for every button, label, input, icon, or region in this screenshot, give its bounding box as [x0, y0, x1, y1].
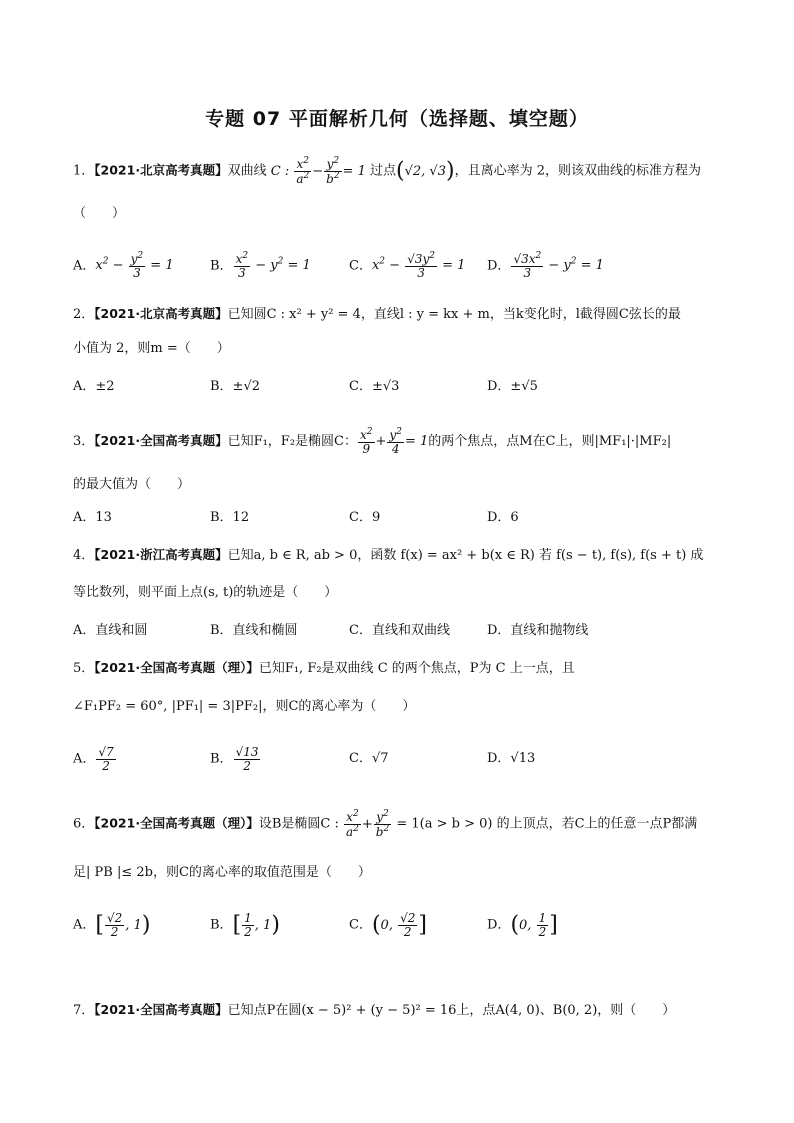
option-a[interactable]: A．直线和圆	[73, 623, 148, 638]
option-d[interactable]: D．直线和抛物线	[487, 623, 589, 638]
option-c[interactable]: C．$x^2$ − $\frac{√3y^2}{3}$ = 1	[349, 251, 466, 280]
option-d[interactable]: D．±√5	[487, 379, 538, 394]
option-d[interactable]: D． $\frac{√3x^2}{3}$ − $y^2 = 1$	[487, 251, 604, 280]
question-4-line2: 等比数列，则平面上点(s, t)的轨迹是（ ）	[73, 585, 338, 600]
formula: $\frac{x^2}{9}$ + $\frac{y^2}{4}$ = 1	[360, 427, 429, 456]
question-text: 设B是椭圆C :	[258, 816, 339, 832]
question-3-options	[73, 505, 733, 533]
option-b[interactable]: B．直线和椭圆	[210, 623, 298, 638]
question-text: = 1(a > b > 0) 的上顶点，若C上的任意一点P都满	[396, 816, 698, 832]
question-number: 2．	[73, 307, 95, 322]
question-2-line2: 小值为 2，则m =（ ）	[73, 341, 230, 356]
question-text: 的两个焦点，点M在C上，则|MF₁|·|MF₂|	[428, 434, 672, 450]
question-3	[73, 428, 734, 455]
question-source-tag: 【2021·全国高考真题（理）】	[94, 815, 259, 831]
formula: C : $\frac{x^2}{a^2}$ − $\frac{y^2}{b^2}$ = 1	[270, 156, 366, 186]
option-b[interactable]: B． $\frac{x^2}{3}$ − $y^2 = 1$	[210, 251, 311, 280]
question-text: 已知F₁, F₂是双曲线 C 的两个焦点，P为 C 上一点，且	[258, 661, 575, 676]
question-number: 3．	[73, 434, 95, 450]
option-a[interactable]: A．$x^2$ − $\frac{y^2}{3}$ = 1	[73, 251, 174, 280]
question-1	[73, 157, 734, 185]
option-b[interactable]: B．[ $\frac{1}{2}$ , 1)	[210, 911, 280, 939]
question-3-line2: 的最大值为（ ）	[73, 477, 191, 492]
question-1-paren: （ ）	[73, 206, 126, 221]
option-d[interactable]: D．(0, $\frac{1}{2}$ ]	[487, 911, 558, 939]
option-b[interactable]: B． $\frac{√13}{2}$	[210, 745, 259, 773]
question-number: 1．	[73, 163, 95, 179]
question-6-line2: 足| PB |≤ 2b，则C的离心率的取值范围是（ ）	[73, 865, 371, 880]
option-d[interactable]: D．6	[487, 510, 519, 525]
option-a[interactable]: A．13	[73, 510, 112, 525]
option-c[interactable]: C．√7	[349, 751, 389, 766]
question-5-options	[73, 746, 733, 782]
question-number: 4．	[73, 548, 95, 563]
question-text: 已知点P在圆(x − 5)² + (y − 5)² = 16上，点A(4, 0)、B(0, 2)，则（ ）	[227, 1003, 676, 1018]
question-source-tag: 【2021·浙江高考真题】	[94, 547, 228, 562]
question-2	[73, 302, 734, 327]
question-source-tag: 【2021·全国高考真题】	[94, 433, 228, 449]
option-a[interactable]: A．±2	[73, 379, 115, 394]
option-b[interactable]: B．±√2	[210, 379, 261, 394]
question-text: 已知a, b ∈ R, ab > 0，函数 f(x) = ax² + b(x ∈ R) 若 f(s − t), f(s), f(s + t) 成	[227, 548, 704, 563]
question-2-options	[73, 374, 733, 402]
question-4	[73, 543, 734, 568]
option-b[interactable]: B．12	[210, 510, 250, 525]
question-text: 已知F₁，F₂是椭圆C：	[227, 434, 357, 450]
option-c[interactable]: C．±√3	[349, 379, 400, 394]
page-title: 专题 07 平面解析几何（选择题、填空题）	[205, 108, 589, 130]
question-source-tag: 【2021·全国高考真题】	[94, 1002, 228, 1017]
question-source-tag: 【2021·北京高考真题】	[94, 162, 228, 178]
question-5-line2: ∠F₁PF₂ = 60°, |PF₁| = 3|PF₂|，则C的离心率为（ ）	[73, 699, 416, 714]
option-c[interactable]: C．9	[349, 510, 381, 525]
option-d[interactable]: D．√13	[487, 751, 536, 766]
question-1-options	[73, 249, 733, 280]
question-5	[73, 656, 734, 681]
question-text: 过点	[369, 163, 396, 179]
option-c[interactable]: C．直线和双曲线	[349, 623, 450, 638]
question-4-options	[73, 618, 733, 646]
option-a[interactable]: A． $\frac{√7}{2}$	[73, 745, 114, 773]
question-number: 6．	[73, 816, 95, 832]
question-text: ，且离心率为 2，则该双曲线的标准方程为	[454, 163, 701, 179]
question-6-options	[73, 912, 733, 952]
formula: (√2, √3)	[396, 158, 455, 184]
question-number: 5．	[73, 661, 95, 676]
option-a[interactable]: A．[ $\frac{√2}{2}$ , 1)	[73, 911, 151, 939]
question-text: 已知圆C : x² + y² = 4，直线l : y = kx + m，当k变化时，l截得圆C弦长的最	[227, 307, 681, 322]
question-source-tag: 【2021·全国高考真题（理）】	[94, 660, 259, 675]
question-number: 7．	[73, 1003, 95, 1018]
question-source-tag: 【2021·北京高考真题】	[94, 306, 228, 321]
option-c[interactable]: C．(0, $\frac{√2}{2}$ ]	[349, 911, 427, 939]
question-7	[73, 998, 734, 1023]
question-6	[73, 810, 734, 838]
question-text: 双曲线	[227, 163, 267, 179]
formula: $\frac{x^2}{a^2}$ + $\frac{y^2}{b^2}$	[345, 809, 390, 839]
